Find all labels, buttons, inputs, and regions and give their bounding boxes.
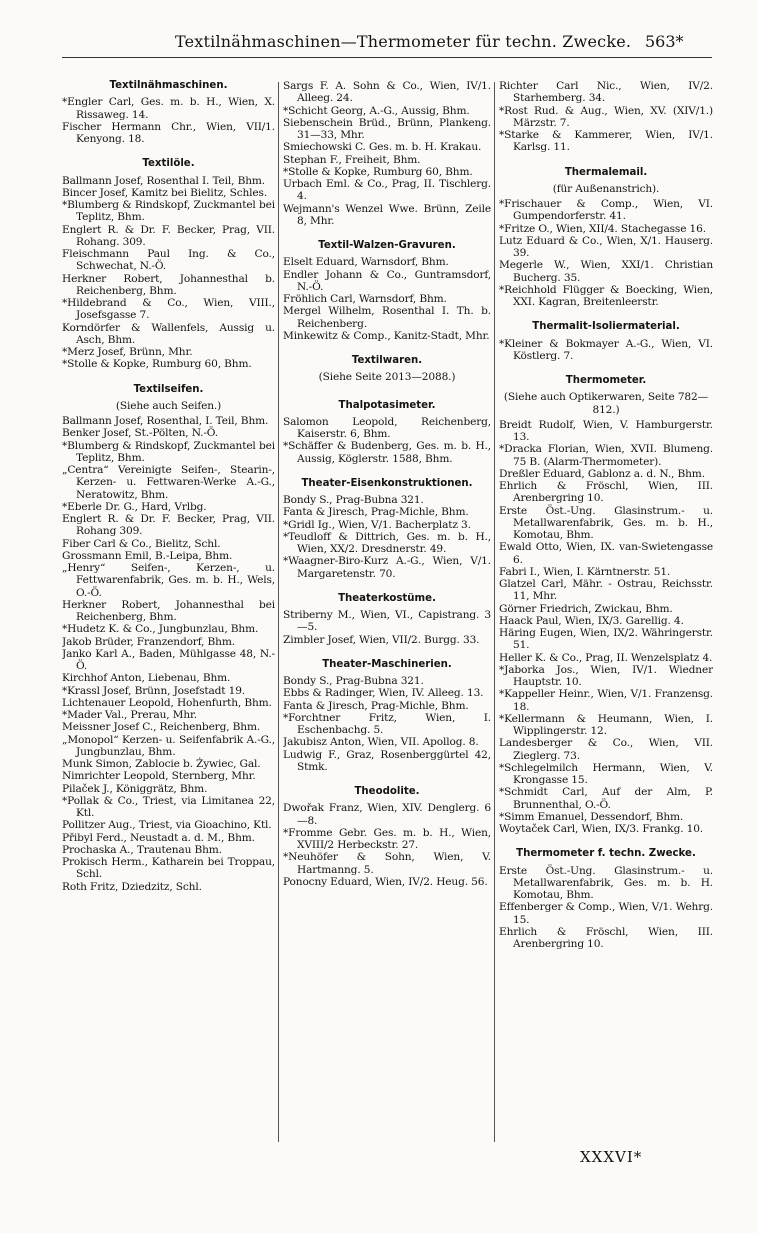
directory-entry: *Hudetz K. & Co., Jungbunzlau, Bhm. — [62, 623, 259, 636]
directory-entry: Fiber Carl & Co., Bielitz, Schl. — [62, 537, 221, 550]
directory-entry: *Waagner-Biro-Kurz A.-G., Wien, V/1. Margaretenstr. 70. — [283, 555, 491, 580]
directory-entry: Grossmann Emil, B.-Leipa, Bhm. — [62, 549, 233, 562]
directory-entry: *Kleiner & Bokmayer A.-G., Wien, VI. Köstlerg. 7. — [499, 337, 713, 362]
directory-entry: *Fritze O., Wien, XII/4. Stachegasse 16. — [499, 222, 706, 235]
directory-entry: Elselt Eduard, Warnsdorf, Bhm. — [283, 256, 449, 269]
section-note: (Siehe auch Seifen.) — [115, 399, 222, 412]
column-2 — [283, 80, 491, 1170]
directory-entry: Jakubisz Anton, Wien, VII. Apollog. 8. — [283, 736, 479, 749]
directory-entry: Landesberger & Co., Wien, VII. Zieglerg. 73. — [499, 737, 713, 762]
directory-entry: Ehrlich & Fröschl, Wien, III. Arenbergring 10. — [499, 925, 713, 950]
directory-entry: *Stolle & Kopke, Rumburg 60, Bhm. — [62, 358, 252, 371]
section-note: (für Außenanstrich). — [552, 182, 660, 195]
directory-entry: Jakob Brüder, Franzendorf, Bhm. — [62, 635, 235, 648]
directory-entry: Přibyl Ferd., Neustadt a. d. M., Bhm. — [62, 831, 255, 844]
directory-entry: *Kappeller Heinr., Wien, V/1. Franzensg. 18. — [499, 688, 713, 713]
directory-entry: Ludwig F., Graz, Rosenberggürtel 42, Stmk. — [283, 748, 491, 773]
directory-entry: Fröhlich Carl, Warnsdorf, Bhm. — [283, 293, 447, 305]
section-heading: Thermometer. — [565, 375, 647, 386]
section-heading: Theodolite. — [354, 786, 420, 797]
directory-entry: Roth Fritz, Dziedzitz, Schl. — [62, 880, 202, 893]
directory-entry: Nimrichter Leopold, Sternberg, Mhr. — [62, 770, 256, 783]
directory-entry: *Jaborka Jos., Wien, IV/1. Wiedner Hauptstr. 10. — [499, 663, 713, 688]
directory-entry: *Starke & Kammerer, Wien, IV/1. Karlsg. 11. — [499, 129, 713, 154]
directory-entry: *Eberle Dr. G., Hard, Vrlbg. — [62, 500, 207, 513]
directory-entry: *Krassl Josef, Brünn, Josefstadt 19. — [62, 684, 245, 697]
directory-entry: Bondy S., Prag-Bubna 321. — [283, 675, 424, 687]
directory-entry: Englert R. & Dr. F. Becker, Prag, VII. Rohang. 309. — [62, 223, 275, 248]
header-rule — [62, 57, 712, 58]
directory-entry: Prokisch Herm., Katharein bei Troppau, Schl. — [62, 856, 275, 881]
signature-mark: XXXVI* — [580, 1148, 643, 1166]
directory-entry: Wejmann's Wenzel Wwe. Brünn, Zeile 8, Mhr. — [283, 202, 491, 227]
directory-entry: *Blumberg & Rindskopf, Zuckmantel bei Teplitz, Bhm. — [62, 199, 275, 224]
directory-entry: *Frischauer & Comp., Wien, VI. Gumpendorferstr. 41. — [499, 198, 713, 223]
directory-entry: Dwořak Franz, Wien, XIV. Denglerg. 6—8. — [283, 802, 491, 827]
section-heading: Textil-Walzen-Gravuren. — [318, 240, 456, 251]
directory-entry: Ewald Otto, Wien, IX. van-Swietengasse 6. — [499, 541, 713, 566]
directory-entry: Benker Josef, St.-Pölten, N.-Ö. — [62, 427, 218, 440]
section-heading: Theaterkostüme. — [338, 592, 436, 604]
directory-entry: Endler Johann & Co., Guntramsdorf, N.-Ö. — [283, 268, 491, 293]
directory-entry: *Forchtner Fritz, Wien, I. Eschenbachg. 5. — [283, 711, 491, 736]
directory-entry: Glatzel Carl, Mähr. - Ostrau, Reichsstr. 11, Mhr. — [499, 578, 713, 603]
page-header — [0, 32, 757, 62]
directory-entry: Korndörfer & Wallenfels, Aussig u. Asch, Bhm. — [62, 321, 275, 346]
directory-entry: *Rost Rud. & Aug., Wien, XV. (XIV/1.) Märzstr. 7. — [499, 104, 713, 129]
directory-entry: Sargs F. A. Sohn & Co., Wien, IV/1. Alleeg. 24. — [283, 80, 491, 105]
directory-entry: Kirchhof Anton, Liebenau, Bhm. — [62, 672, 231, 685]
section-heading: Thermometer f. techn. Zwecke. — [516, 848, 696, 860]
directory-entry: *Teudloff & Dittrich, Ges. m. b. H., Wien, XX/2. Dresdnerstr. 49. — [283, 530, 491, 555]
directory-entry: Effenberger & Comp., Wien, V/1. Wehrg. 15. — [499, 901, 713, 926]
directory-entry: *Blumberg & Rindskopf, Zuckmantel bei Teplitz, Bhm. — [62, 439, 275, 464]
directory-entry: *Mader Val., Prerau, Mhr. — [62, 709, 198, 721]
directory-entry: Ballmann Josef, Rosenthal I. Teil, Bhm. — [62, 174, 266, 187]
column-divider-1 — [278, 82, 279, 1142]
directory-entry: Siebenschein Brüd., Brünn, Plankeng. 31—33, Mhr. — [283, 116, 491, 141]
directory-entry: *Simm Emanuel, Dessendorf, Bhm. — [499, 810, 684, 823]
directory-entry: Smiechowski C. Ges. m. b. H. Krakau. — [283, 141, 482, 154]
directory-entry: Megerle W., Wien, XXI/1. Christian Bucherg. 35. — [499, 259, 713, 284]
directory-entry: *Schicht Georg, A.-G., Aussig, Bhm. — [283, 104, 470, 117]
directory-entry: Ballmann Josef, Rosenthal, I. Teil, Bhm. — [62, 415, 269, 427]
directory-entry: Pilaček J., Königgrätz, Bhm. — [62, 782, 208, 795]
directory-entry: „Henry“ Seifen-, Kerzen-, u. Fettwarenfabrik, Ges. m. b. H., Wels, O.-Ö. — [62, 562, 275, 599]
directory-entry: Zimbler Josef, Wien, VII/2. Burgg. 33. — [283, 633, 480, 646]
directory-entry: *Engler Carl, Ges. m. b. H., Wien, X. Rissaweg. 14. — [62, 96, 275, 121]
directory-entry: *Merz Josef, Brünn, Mhr. — [62, 346, 193, 358]
directory-entry: Englert R. & Dr. F. Becker, Prag, VII. Rohang 309. — [62, 513, 275, 538]
directory-entry: Prochaska A., Trautenau Bhm. — [62, 843, 222, 856]
directory-entry: Janko Karl A., Baden, Mühlgasse 48, N.-Ö. — [62, 647, 275, 672]
directory-entry: *Neuhöfer & Sohn, Wien, V. Hartmanng. 5. — [283, 851, 491, 876]
directory-entry: Herkner Robert, Johannesthal bei Reichenberg, Bhm. — [62, 598, 275, 623]
directory-entry: Erste Öst.-Ung. Glasinstrum.- u. Metallwarenfabrik, Ges. m. b. H. Komotau, Bhm. — [499, 864, 713, 901]
directory-entry: Mergel Wilhelm, Rosenthal I. Th. b. Reichenberg. — [283, 305, 491, 330]
directory-entry: Munk Simon, Zablocie b. Żywiec, Gal. — [62, 758, 261, 770]
directory-entry: „Monopol“ Kerzen- u. Seifenfabrik A.-G., Jungbunzlau, Bhm. — [62, 733, 275, 758]
directory-entry: Bondy S., Prag-Bubna 321. — [283, 494, 424, 506]
directory-entry: Richter Carl Nic., Wien, IV/2. Starhemberg. 34. — [499, 80, 713, 105]
directory-entry: *Schmidt Carl, Auf der Alm, P. Brunnenthal, O.-Ö. — [499, 786, 713, 811]
section-note: (Siehe auch Optikerwaren, Seite 782—812.) — [503, 391, 709, 416]
section-heading: Textilnähmaschinen. — [109, 80, 228, 91]
directory-entry: Ebbs & Radinger, Wien, IV. Alleeg. 13. — [283, 687, 484, 700]
directory-entry: Salomon Leopold, Reichenberg, Kaiserstr. 6, Bhm. — [283, 415, 491, 440]
directory-entry: Herkner Robert, Johannesthal b. Reichenberg, Bhm. — [62, 272, 275, 297]
directory-entry: Lichtenauer Leopold, Hohenfurth, Bhm. — [62, 696, 272, 709]
directory-entry: Bincer Josef, Kamitz bei Bielitz, Schles. — [62, 186, 268, 199]
directory-entry: Ehrlich & Fröschl, Wien, III. Arenbergring 10. — [499, 480, 713, 505]
directory-entry: Fabri I., Wien, I. Kärntnerstr. 51. — [499, 565, 671, 578]
directory-entry: Dreßler Eduard, Gablonz a. d. N., Bhm. — [499, 467, 705, 480]
column-divider-2 — [494, 82, 495, 1142]
directory-entry: Breidt Rudolf, Wien, V. Hamburgerstr. 13. — [499, 418, 713, 443]
directory-entry: *Fromme Gebr. Ges. m. b. H., Wien, XVIII/2 Herbeckstr. 27. — [283, 826, 491, 851]
directory-entry: Lutz Eduard & Co., Wien, X/1. Hauserg. 39. — [499, 234, 713, 259]
directory-entry: Heller K. & Co., Prag, II. Wenzelsplatz 4. — [499, 651, 713, 664]
directory-entry: Fanta & Jiresch, Prag-Michle, Bhm. — [283, 699, 469, 712]
directory-entry: Fanta & Jiresch, Prag-Michle, Bhm. — [283, 506, 469, 519]
directory-entry: Minkewitz & Comp., Kanitz-Stadt, Mhr. — [283, 329, 490, 342]
section-heading: Thalpotasimeter. — [338, 399, 436, 411]
directory-entry: Ponocny Eduard, Wien, IV/2. Heug. 56. — [283, 875, 488, 888]
directory-entry: Woytaček Carl, Wien, IX/3. Frankg. 10. — [499, 823, 704, 835]
section-heading: Theater-Maschinerien. — [322, 658, 452, 670]
directory-entry: Striberny M., Wien, VI., Capistrang. 3—5. — [283, 609, 491, 634]
page-number: 563* — [645, 32, 684, 51]
directory-entry: Stephan F., Freiheit, Bhm. — [283, 153, 421, 166]
column-3 — [499, 80, 713, 1170]
directory-entry: Häring Eugen, Wien, IX/2. Währingerstr. 51. — [499, 627, 713, 652]
directory-entry: *Dracka Florian, Wien, XVII. Blumeng. 75 B. (Alarm-Thermometer). — [499, 443, 713, 468]
directory-entry: *Schäffer & Budenberg, Ges. m. b. H., Aussig, Köglerstr. 1588, Bhm. — [283, 440, 491, 465]
directory-entry: Görner Friedrich, Zwickau, Bhm. — [499, 602, 673, 615]
directory-entry: *Stolle & Kopke, Rumburg 60, Bhm. — [283, 165, 473, 178]
section-heading: Textilöle. — [142, 158, 195, 170]
directory-entry: Fleischmann Paul Ing. & Co., Schwechat, N.-Ö. — [62, 248, 275, 273]
directory-entry: Haack Paul, Wien, IX/3. Garellig. 4. — [499, 614, 684, 627]
section-heading: Theater-Eisenkonstruktionen. — [301, 477, 473, 489]
directory-entry: *Schlegelmilch Hermann, Wien, V. Krongasse 15. — [499, 761, 713, 786]
directory-entry: *Gridl Ig., Wien, V/1. Bacherplatz 3. — [283, 518, 471, 531]
directory-entry: Meissner Josef C., Reichenberg, Bhm. — [62, 721, 261, 734]
column-1 — [62, 80, 275, 1170]
directory-entry: *Pollak & Co., Triest, via Limitanea 22, Ktl. — [62, 794, 275, 819]
section-heading: Thermalemail. — [564, 166, 648, 178]
directory-entry: Pollitzer Aug., Triest, via Gioachino, Ktl. — [62, 819, 272, 832]
directory-entry: „Centra“ Vereinigte Seifen-, Stearin-, Kerzen- u. Fettwaren-Werke A.-G., Neratowitz, Bhm. — [62, 464, 275, 501]
directory-entry: Erste Öst.-Ung. Glasinstrum.- u. Metallwarenfabrik, Ges. m. b. H., Komotau, Bhm. — [499, 504, 713, 541]
directory-entry: *Reichhold Flügger & Boecking, Wien, XXI. Kagran, Breitenleerstr. — [499, 283, 713, 308]
directory-entry: Urbach Eml. & Co., Prag, II. Tischlerg. 4. — [283, 178, 491, 203]
running-head: Textilnähmaschinen—Thermometer für techn. Zwecke. — [175, 32, 632, 51]
section-note: (Siehe Seite 2013—2088.) — [318, 371, 456, 384]
section-heading: Thermalit-Isoliermaterial. — [532, 321, 680, 333]
directory-entry: *Kellermann & Heumann, Wien, I. Wipplingerstr. 12. — [499, 712, 713, 737]
directory-entry: Fischer Hermann Chr., Wien, VII/1. Kenyong. 18. — [62, 120, 275, 145]
section-heading: Textilseifen. — [133, 383, 204, 395]
section-heading: Textilwaren. — [351, 355, 423, 366]
directory-entry: *Hildebrand & Co., Wien, VIII., Josefsgasse 7. — [62, 297, 275, 322]
